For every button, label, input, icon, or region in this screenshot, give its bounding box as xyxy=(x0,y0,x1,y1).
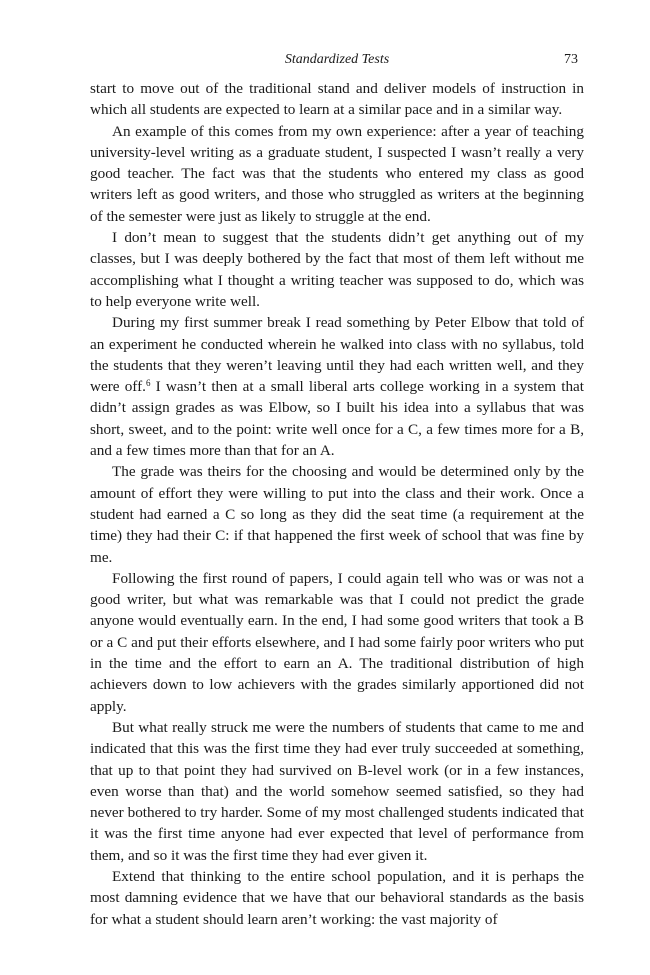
paragraph-text: During my first summer break I read something by Peter Elbow that told of an experiment he conducted wherein he walked into class with no syllabus, told the students that they weren’t leaving until they had each written well, and they were off. xyxy=(90,314,584,396)
paragraph-2 xyxy=(90,121,584,227)
paragraph-text: But what really struck me were the numbers of students that came to me and indicated that this was the first time they had ever truly succeeded at something, that up to that point they had survived on B-level work (or in a few instances, even worse than that) and the world somehow seemed satisfied, so they had never bothered to try harder. Some of my most challenged students indicated that it was the first time anyone had ever expected that level of performance from them, and so it was the first time they had ever given it. xyxy=(90,718,584,864)
paragraph-7 xyxy=(90,717,584,866)
body-text xyxy=(90,78,584,930)
paragraph-3 xyxy=(90,227,584,312)
paragraph-text: The grade was theirs for the choosing and would be determined only by the amount of effort they were willing to put into the class and their work. Once a student had earned a C so long as they did the seat time (a requirement at the time) they had their C: if that happened the first week of school that was fine by me. xyxy=(90,463,584,566)
paragraph-1 xyxy=(90,78,584,121)
running-head xyxy=(90,50,584,74)
paragraph-6 xyxy=(90,568,584,717)
paragraph-5 xyxy=(90,461,584,567)
paragraph-text: An example of this comes from my own experience: after a year of teaching university-level writing as a graduate student, I suspected I wasn’t really a very good teacher. The fact was that the students who entered my class as good writers left as good writers, and those who struggled as writers at the beginning of the semester were just as likely to struggle at the end. xyxy=(90,122,584,225)
paragraph-4 xyxy=(90,312,584,461)
paragraph-text: Following the first round of papers, I could again tell who was or was not a good writer, but what was remarkable was that I could not predict the grade anyone would eventually earn. In the end, I had some good writers that took a B or a C and put their efforts elsewhere, and I had some fairly poor writers who put in the time and the effort to earn an A. The traditional distribution of high achievers down to low achievers with the grades similarly apportioned did not apply. xyxy=(90,569,584,715)
footnote-marker[interactable]: 6 xyxy=(145,378,151,389)
paragraph-text: I wasn’t then at a small liberal arts college working in a system that didn’t assign grades as was Elbow, so I built his idea into a syllabus that was short, sweet, and to the point: write well once for a C, a few times more for a B, and a few times more than that for an A. xyxy=(90,378,585,460)
paragraph-text: start to move out of the traditional stand and deliver models of instruction in which all students are expected to learn at a similar pace and in a similar way. xyxy=(90,80,584,119)
running-title: Standardized Tests xyxy=(284,52,390,67)
page-number: 73 xyxy=(564,52,578,67)
paragraph-text: Extend that thinking to the entire school population, and it is perhaps the most damning evidence that we have that our behavioral standards as the basis for what a student should learn aren’t working: the vast majority of xyxy=(90,867,584,928)
paragraph-8 xyxy=(90,866,584,930)
paragraph-text: I don’t mean to suggest that the students didn’t get anything out of my classes, but I was deeply bothered by the fact that most of them left without me accomplishing what I thought a writing teacher was supposed to do, which was to help everyone write well. xyxy=(90,229,584,310)
book-page xyxy=(90,50,584,930)
